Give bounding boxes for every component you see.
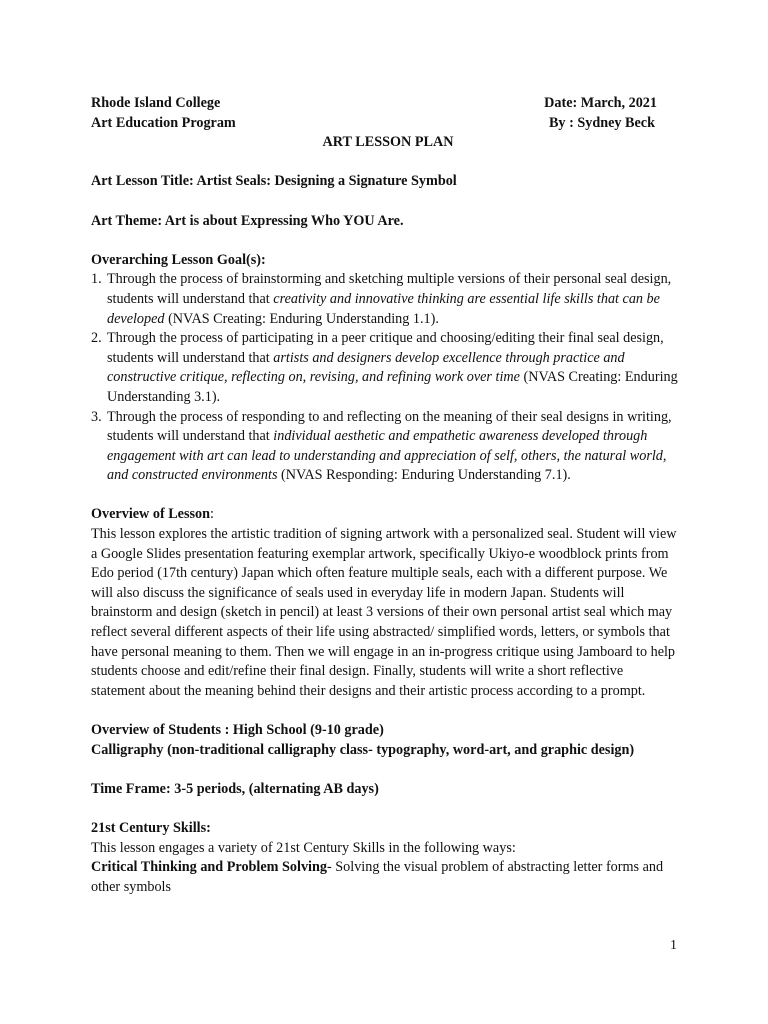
header-row-2 [91, 114, 681, 134]
goal-number: 2. [91, 330, 102, 347]
header-row-1 [91, 94, 681, 114]
skill-label: Critical Thinking and Problem Solving [91, 859, 327, 876]
document-page [91, 94, 681, 897]
skills-intro: This lesson engages a variety of 21st Century Skills in the following ways: [91, 839, 516, 856]
goals-heading: Overarching Lesson Goal(s): [91, 251, 266, 268]
goal-number: 1. [91, 271, 102, 288]
lesson-date: Date: March, 2021 [544, 95, 657, 111]
skill-text: - Solving the visual problem of abstracting letter forms and other symbols [91, 859, 664, 895]
students-overview: Overview of Students : High School (9-10 grade) [91, 722, 384, 738]
goal-standard: (NVAS Creating: Enduring Understanding 3.1). [107, 369, 678, 405]
overview-colon: : [210, 506, 214, 523]
goal-standard: (NVAS Responding: Enduring Understanding 7.1). [277, 467, 571, 484]
goal-text: Through the process of brainstorming and sketching multiple versions of their personal seal design, students will understand that [107, 271, 672, 307]
overview-body: This lesson explores the artistic tradition of signing artwork with a personalized seal. Student will view a Google Slides presentation featuring exemplar artwork, specifically Ukiyo-e woodblock prints from Edo period (17th century) Japan which often feature multiple seals, each with a different purpose. We will also discuss the significance of seals used in everyday life in modern Japan. Students will brainstorm and design (sketch in pencil) at least 3 versions of their own personal artist seal which may reflect several different aspects of their life using abstracted/ simplified words, letters, or symbols that have personal meaning to them. Then we will engage in an in-progress critique using Jamboard to help students choose and edit/refine their final design. Finally, students will write a short reflective statement about the meaning behind their designs and their artistic process according to a prompt. [91, 526, 677, 699]
overview-heading-line [91, 505, 681, 525]
lesson-title: Art Lesson Title: Artist Seals: Designing a Signature Symbol [91, 173, 457, 190]
page-number: 1 [670, 938, 677, 953]
goal-number: 3. [91, 408, 102, 425]
author-name: By : Sydney Beck [548, 114, 655, 131]
program-name: Art Education Program [91, 114, 236, 131]
goal-item [91, 329, 681, 407]
overview-heading: Overview of Lesson [91, 506, 211, 523]
goal-text: Through the process of participating in a peer critique and choosing/editing their final seal design, students will understand that [107, 330, 664, 366]
goal-text: Through the process of responding to and reflecting on the meaning of their seal designs in writing, students will understand that [107, 408, 672, 445]
goals-list [91, 270, 681, 486]
skill-item [91, 858, 681, 897]
goal-item [91, 270, 681, 329]
time-frame: Time Frame: 3-5 periods, (alternating AB days) [91, 780, 379, 797]
skills-heading: 21st Century Skills: [91, 819, 211, 836]
institution-name: Rhode Island College [91, 95, 221, 111]
document-title: ART LESSON PLAN [322, 134, 454, 151]
goal-emphasis: creativity and innovative thinking are essential life skills that can be developed [107, 290, 660, 327]
goal-emphasis: artists and designers develop excellence through practice and constructive critique, reflecting on, revising, and refining work over time [107, 349, 625, 386]
goal-standard: (NVAS Creating: Enduring Understanding 1.1). [164, 310, 439, 327]
course-description: Calligraphy (non-traditional calligraphy class- typography, word-art, and graphic design) [91, 741, 635, 758]
goal-emphasis: individual aesthetic and empathetic awareness developed through engagement with art can lead to understanding and appreciation of self, others, the natural world, and constructed environments [107, 428, 667, 484]
art-theme: Art Theme: Art is about Expressing Who YOU Are. [91, 212, 404, 229]
goal-item [91, 408, 681, 486]
